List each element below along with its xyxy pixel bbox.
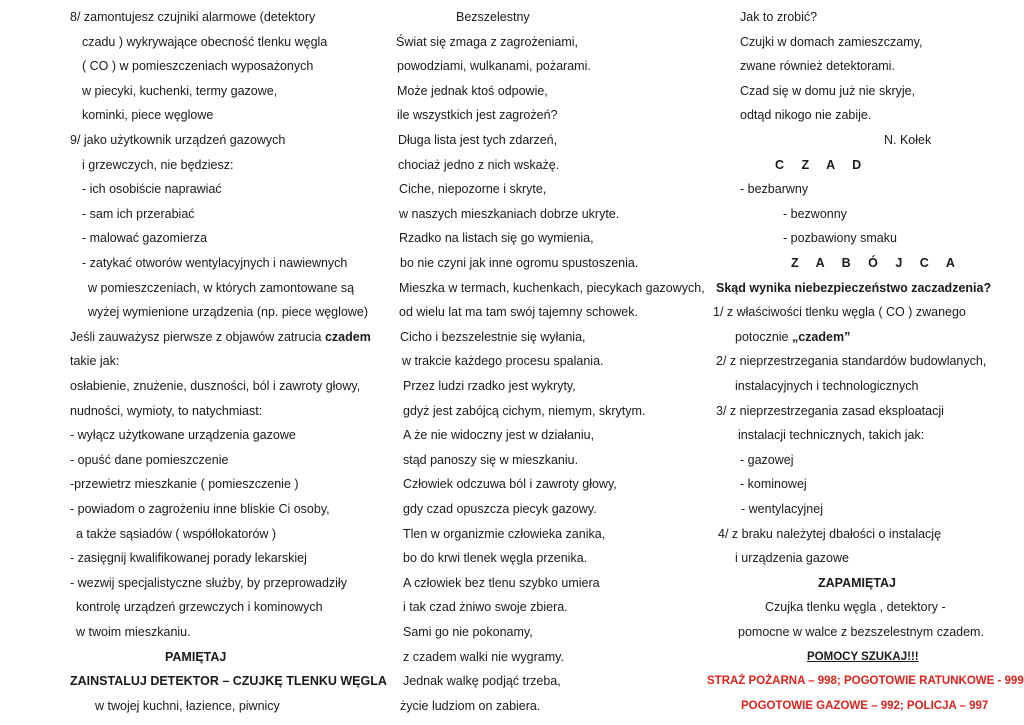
- col1-line: - malować gazomierza: [82, 231, 208, 246]
- col1-line: 9/ jako użytkownik urządzeń gazowych: [70, 133, 286, 147]
- col3-line: zwane również detektorami.: [740, 59, 895, 74]
- col3-line: - pozbawiony smaku: [783, 231, 897, 246]
- col1-line: w piecyki, kuchenki, termy gazowe,: [82, 83, 278, 98]
- col2-line: życie ludziom on zabiera.: [400, 698, 541, 713]
- col3-line: 4/ z braku należytej dbałości o instalację: [718, 526, 942, 541]
- col1-line: 8/ zamontujesz czujniki alarmowe (detektory: [70, 10, 316, 24]
- col3-line: POMOCY SZUKAJ!!!: [807, 650, 919, 663]
- col3-line: 3/ z nieprzestrzegania zasad eksploatacji: [716, 403, 944, 418]
- col2-line: A człowiek bez tlenu szybko umiera: [403, 575, 600, 590]
- col1-line: - powiadom o zagrożeniu inne bliskie Ci osoby,: [70, 502, 330, 516]
- col1-line: kontrolę urządzeń grzewczych i kominowych: [76, 600, 323, 615]
- col1-line: - opuść dane pomieszczenie: [70, 452, 229, 467]
- col1-line: [70, 329, 371, 345]
- col2-line: Bezszelestny: [456, 10, 530, 24]
- col2-line: stąd panoszy się w mieszkaniu.: [403, 452, 579, 467]
- col3-line: instalacyjnych i technologicznych: [735, 379, 919, 393]
- col1-line: - zasięgnij kwalifikowanej porady lekarskiej: [70, 551, 307, 566]
- col1-line: w twoim mieszkaniu.: [76, 625, 191, 639]
- col3-line: N. Kołek: [884, 133, 932, 147]
- col2-line: Cicho i bezszelestnie się wyłania,: [400, 329, 586, 344]
- col2-line: Świat się zmaga z zagrożeniami,: [396, 34, 579, 49]
- col3-line: pomocne w walce z bezszelestnym czadem.: [738, 625, 984, 639]
- col1-line: nudności, wymioty, to natychmiast:: [70, 403, 263, 418]
- col1-line: - wezwij specjalistyczne służby, by przeprowadziły: [70, 575, 347, 590]
- col2-line: gdy czad opuszcza piecyk gazowy.: [403, 502, 597, 516]
- col1-line: PAMIĘTAJ: [165, 649, 227, 664]
- col3-line: i urządzenia gazowe: [735, 551, 849, 566]
- col1-line: i grzewczych, nie będziesz:: [82, 157, 234, 172]
- col2-line: i tak czad żniwo swoje zbiera.: [403, 600, 568, 615]
- col1-line: - ich osobiście naprawiać: [82, 182, 222, 197]
- col1-line: w twojej kuchni, łazience, piwnicy: [95, 698, 280, 713]
- col1-line: -przewietrz mieszkanie ( pomieszczenie ): [70, 477, 299, 492]
- col2-line: Ciche, niepozorne i skryte,: [399, 182, 547, 197]
- col3-line: odtąd nikogo nie zabije.: [740, 108, 872, 123]
- col1-line: wyżej wymienione urządzenia (np. piece węglowe): [88, 305, 368, 320]
- col1-line: - zatykać otworów wentylacyjnych i nawiewnych: [82, 256, 348, 270]
- col3-line: - wentylacyjnej: [741, 502, 823, 516]
- col2-line: ile wszystkich jest zagrożeń?: [397, 108, 558, 123]
- col2-line: Mieszka w termach, kuchenkach, piecykach gazowych,: [399, 280, 705, 295]
- col2-line: Jednak walkę podjąć trzeba,: [403, 674, 561, 689]
- col2-line: Tlen w organizmie człowieka zanika,: [403, 526, 606, 541]
- col3-line: Czad się w domu już nie skryje,: [740, 83, 916, 98]
- col3-line: STRAŻ POŻARNA – 998; POGOTOWIE RATUNKOWE - 999: [707, 675, 1024, 688]
- col2-line: chociaż jedno z nich wskażę.: [398, 157, 560, 172]
- col1-line: ZAINSTALUJ DETEKTOR – CZUJKĘ TLENKU WĘGLA: [70, 674, 387, 689]
- col2-line: Długa lista jest tych zdarzeń,: [398, 133, 558, 147]
- col1-line: osłabienie, znużenie, duszności, ból i zawroty głowy,: [70, 379, 361, 393]
- col3-line: 2/ z nieprzestrzegania standardów budowlanych,: [716, 354, 987, 369]
- col1-line: - sam ich przerabiać: [82, 206, 195, 221]
- emphasis-text: „czadem”: [791, 329, 851, 344]
- col1-line: ( CO ) w pomieszczeniach wyposażonych: [82, 59, 314, 74]
- col3-line: Czujki w domach zamieszczamy,: [740, 34, 923, 49]
- col1-line: takie jak:: [70, 354, 120, 369]
- col1-line: - wyłącz użytkowane urządzenia gazowe: [70, 428, 296, 443]
- col3-line: ZAPAMIĘTAJ: [818, 575, 897, 590]
- col3-line: Czujka tlenku węgla , detektory -: [765, 600, 946, 615]
- col2-line: Może jednak ktoś odpowie,: [397, 83, 548, 98]
- col3-line: instalacji technicznych, takich jak:: [738, 428, 925, 443]
- col3-line: Jak to zrobić?: [740, 10, 818, 24]
- col2-line: Rzadko na listach się go wymienia,: [399, 231, 594, 246]
- col3-line: Skąd wynika niebezpieczeństwo zaczadzenia?: [716, 280, 992, 295]
- col2-line: bo nie czyni jak inne ogromu spustoszenia.: [400, 256, 639, 270]
- col2-line: w trakcie każdego procesu spalania.: [402, 354, 604, 369]
- col3-line: - gazowej: [740, 452, 794, 467]
- col1-line: a także sąsiadów ( współlokatorów ): [76, 526, 277, 541]
- col1-line: czadu ) wykrywające obecność tlenku węgla: [82, 34, 328, 49]
- emphasis-text: czadem: [324, 329, 371, 344]
- line-text: potocznie: [735, 329, 792, 344]
- col2-line: A że nie widoczny jest w działaniu,: [403, 428, 595, 443]
- col3-line: - bezwonny: [783, 206, 847, 221]
- col2-line: Sami go nie pokonamy,: [403, 625, 533, 639]
- col3-line: - bezbarwny: [740, 182, 809, 197]
- col2-line: w naszych mieszkaniach dobrze ukryte.: [399, 206, 620, 221]
- col3-line: 1/ z właściwości tlenku węgla ( CO ) zwanego: [713, 305, 966, 320]
- col3-line: C Z A D: [775, 157, 869, 172]
- col3-line: POGOTOWIE GAZOWE – 992; POLICJA – 997: [741, 699, 989, 712]
- col2-line: z czadem walki nie wygramy.: [403, 649, 564, 664]
- col2-line: powodziami, wulkanami, pożarami.: [397, 59, 591, 74]
- col2-line: Przez ludzi rzadko jest wykryty,: [403, 379, 576, 393]
- col3-line: - kominowej: [740, 477, 807, 492]
- col2-line: gdyż jest zabójcą cichym, niemym, skrytym.: [403, 403, 646, 418]
- col3-line: [735, 329, 850, 345]
- col2-line: Człowiek odczuwa ból i zawroty głowy,: [403, 477, 617, 492]
- col3-line: Z A B Ó J C A: [791, 256, 962, 270]
- col1-line: kominki, piece węglowe: [82, 108, 214, 123]
- col2-line: od wielu lat ma tam swój tajemny schowek.: [399, 305, 638, 320]
- col2-line: bo do krwi tlenek węgla przenika.: [403, 551, 588, 566]
- col1-line: w pomieszczeniach, w których zamontowane są: [88, 280, 355, 295]
- line-text: Jeśli zauważysz pierwsze z objawów zatrucia: [70, 329, 325, 344]
